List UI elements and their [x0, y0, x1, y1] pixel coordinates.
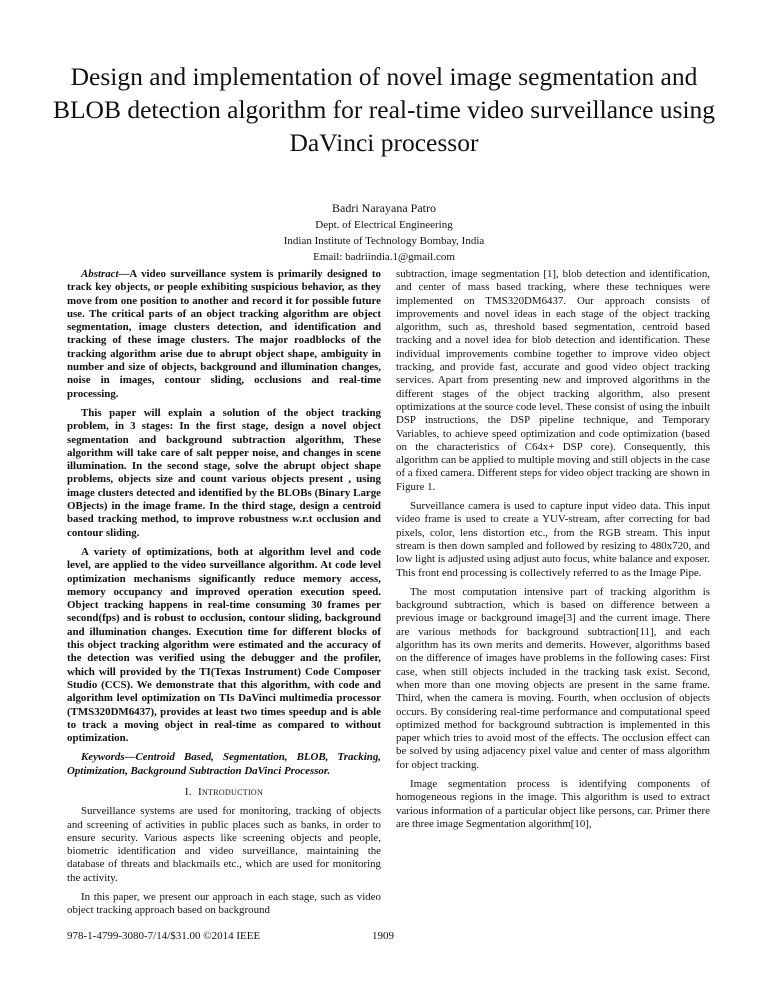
abstract-paragraph-1: [67, 268, 381, 401]
abstract-paragraph-3: A variety of optimizations, both at algorithm level and code level, are applied to the video surveillance algorithm. At code level optimization mechanisms significantly reduce memory access, memory occupancy and improved operation execution speed. Object tracking happens in real-time consuming 30 frames per second(fps) and is robust to occlusion, contour sliding, background and illumination changes. Execution time for different blocks of this object tracking algorithm were estimated and the accuracy of the detection was verified using the debugger and the profiler, which will provided by the TI(Texas Instrument) Code Composer Studio (CCS). We demonstrate that this algorithm, with code and algorithm level optimization on TIs DaVinci multimedia processor (TMS320DM6437), provides at least two times speedup and is able to track a moving object in real-time as compared to without optimization.: [67, 545, 381, 745]
footer-isbn: 978-1-4799-3080-7/14/$31.00 ©2014 IEEE: [67, 930, 261, 942]
page-number: 1909: [372, 930, 394, 942]
author-institute: Indian Institute of Technology Bombay, India: [283, 235, 485, 247]
author-block: [184, 200, 584, 265]
intro-paragraph-3: Surveillance camera is used to capture input video data. This input video frame is used to create a YUV-stream, after correcting for bad pixels, color, lens distortion etc., from the RGB stream. This input stream is then down sampled and followed by resizing to 480x720, and low light is adjusted using adjust auto focus, white balance and exposer. This front end processing is collectively referred to as the Image Pipe.: [396, 500, 710, 579]
section-heading-introduction: [67, 786, 381, 799]
intro-paragraph-4: The most computation intensive part of tracking algorithm is background subtraction, which is based on difference between a previous image or background image[3] and the current image. There are various methods for background subtraction[11], and each algorithm has its own merits and demerits. However, algorithms based on the difference of images have problems in the following cases: First case, when still objects included in the tracking task exist. Second, when more than one moving objects are present in the same frame. Third, when the camera is moving. Fourth, when occlusion of objects occurs. By considering real-time performance and computational speed optimized method for background subtraction is implemented in this paper which tries to avoid most of the effects. The occlusion effect can be solved by using adjacency pixel value and center of mass algorithm for object tracking.: [396, 585, 710, 771]
author-email: Email: badriindia.1@gmail.com: [313, 251, 455, 263]
section-title: Introduction: [198, 785, 264, 798]
abstract-text-1: —A video surveillance system is primarily designed to track key objects, or people exhibiting suspicious behavior, as they move from one position to another and record it for possible future use. The critical parts of an object tracking algorithm are object segmentation, image clusters detection, and identification and tracking of these image clusters. The major roadblocks of the tracking algorithm arise due to abrupt object shape, ambiguity in number and size of objects, background and illumination changes, noise in images, contour sliding, occlusions and real-time processing.: [67, 268, 381, 400]
intro-paragraph-5: Image segmentation process is identifying components of homogeneous regions in the image. This algorithm is used to extract various information of a particular object like persons, car. Primer there are three image Segmentation algorithm[10],: [396, 777, 710, 830]
paper-title: Design and implementation of novel image segmentation and BLOB detection algorithm for real-time video surveillance using DaVinci processor: [52, 62, 716, 157]
intro-paragraph-2: In this paper, we present our approach in each stage, such as video object tracking approach based on background: [67, 891, 381, 917]
section-numeral: I.: [184, 785, 192, 798]
author-department: Dept. of Electrical Engineering: [315, 219, 453, 231]
abstract-label: Abstract: [81, 268, 119, 280]
right-column: [396, 268, 710, 837]
abstract-paragraph-2: This paper will explain a solution of the object tracking problem, in 3 stages: In the first stage, design a novel object segmentation and background subtraction algorithm, These algorithm will take care of salt pepper noise, and changes in scene illumination. In the second stage, solve the abrupt object shape problems, objects size and count various objects present , using image clusters detected and identified by the BLOBs (Binary Large OBjects) in the image frame. In the third stage, design a centroid based tracking method, to improve robustness w.r.t occlusion and contour sliding.: [67, 406, 381, 539]
keywords-text: —Centroid Based, Segmentation, BLOB, Tracking, Optimization, Background Subtraction DaVinci Processor.: [67, 751, 381, 777]
left-column: [67, 268, 381, 924]
keywords-label: Keywords: [81, 751, 125, 764]
keywords-paragraph: [67, 751, 381, 778]
intro-paragraph-2-continued: subtraction, image segmentation [1], blob detection and identification, and center of mass based tracking, where these techniques were implemented on TMS320DM6437. Our approach consists of improvements and novel ideas in each stage of the object tracking algorithm, such as, threshold based segmentation, centroid based tracking and a novel idea for blob detection and identification. These individual improvements combine together to improve video object tracking, and provide fast, accurate and good video object tracking services. Apart from presenting new and improved algorithms in the different stages of the object tracking algorithm, also present optimizations at the source code level. These consist of using the inbuilt DSP instructions, the DSP pipeline technique, and Temporary Variables, to achieve speed optimization and code optimization (based on the characteristics of C64x+ DSP core). Consequently, this algorithm can be applied to multiple moving and still objects in the case of a fixed camera. Different steps for video object tracking are shown in Figure 1.: [396, 268, 710, 493]
intro-paragraph-1: Surveillance systems are used for monitoring, tracking of objects and screening of activities in public places such as banks, in order to ensure security. Various aspects like screening objects and people, biometric identification and video surveillance, maintaining the database of threats and blackmails etc., which are used for monitoring the activity.: [67, 805, 381, 884]
author-name: Badri Narayana Patro: [332, 201, 436, 215]
